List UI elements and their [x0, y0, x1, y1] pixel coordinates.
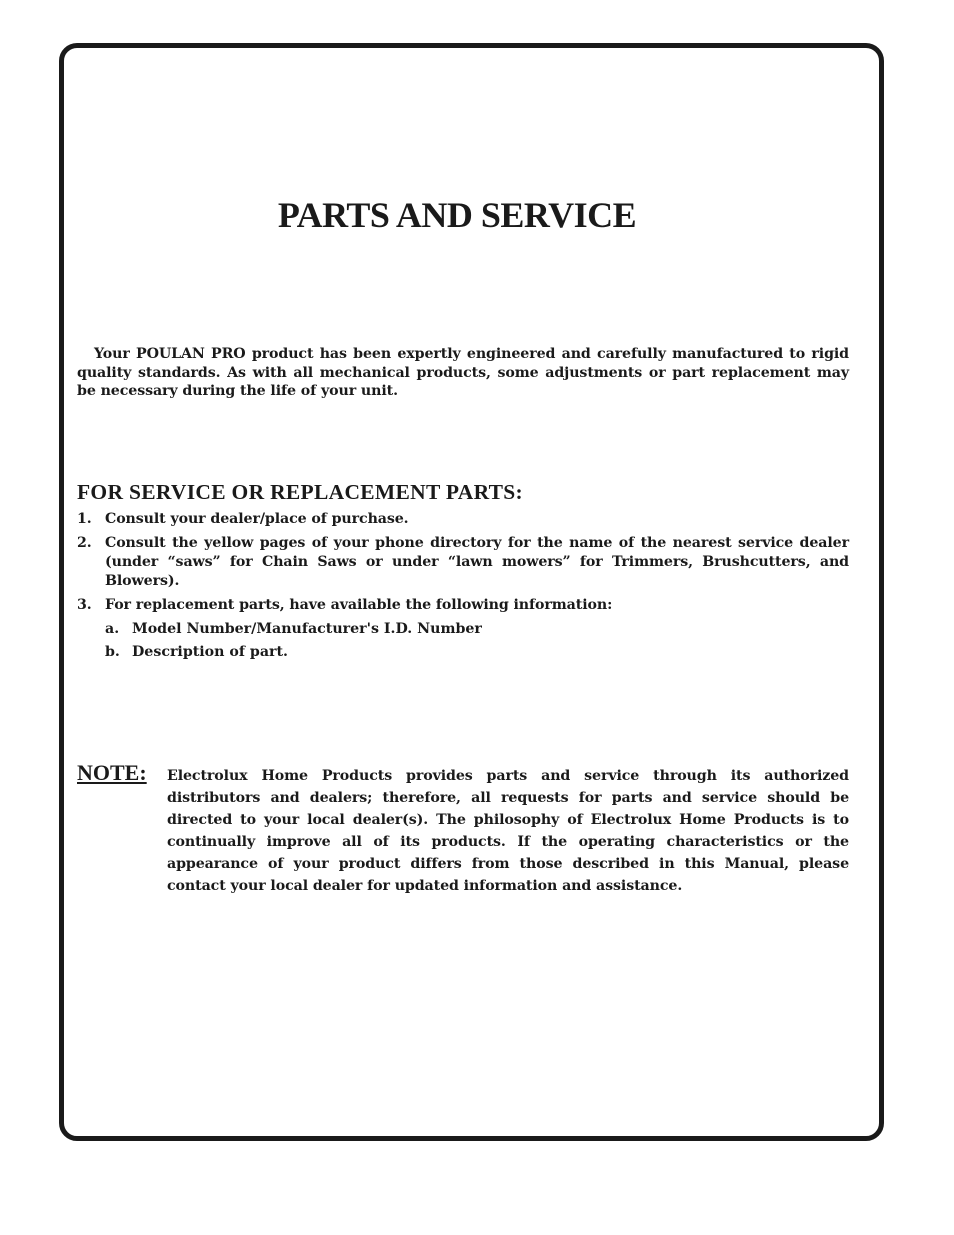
- sub-item-letter: a.: [105, 621, 120, 637]
- sub-item-text: Model Number/Manufacturer's I.D. Number: [132, 621, 482, 637]
- list-item-number: 3.: [77, 597, 92, 613]
- service-steps-list: [77, 510, 849, 666]
- page-title: PARTS AND SERVICE: [277, 195, 637, 235]
- list-item: [77, 596, 849, 615]
- list-item: [77, 534, 849, 591]
- note-label: NOTE:: [77, 760, 147, 785]
- sub-list-item: [77, 643, 849, 662]
- list-item-text: For replacement parts, have available the following information:: [105, 597, 613, 613]
- list-item-number: 1.: [77, 511, 92, 527]
- list-item-number: 2.: [77, 535, 92, 551]
- note-text: Electrolux Home Products provides parts and service through its authorized distributors and dealers; therefore, all requests for parts and service should be directed to your local dealer(s). The philosophy of Electrolux Home Products is to continually improve all of its products. If the operating characteristics or the appearance of your product differs from those described in this Manual, please contact your local dealer for updated information and assistance.: [167, 768, 849, 894]
- list-item: [77, 510, 849, 529]
- intro-paragraph: Your POULAN PRO product has been expertly engineered and carefully manufactured to rigid quality standards. As with all mechanical products, some adjustments or part replacement may be necessary during the life of your unit.: [77, 346, 849, 399]
- service-heading: FOR SERVICE OR REPLACEMENT PARTS:: [77, 480, 523, 504]
- sub-list-item: [77, 620, 849, 639]
- sub-item-text: Description of part.: [132, 644, 288, 660]
- list-item-text: Consult your dealer/place of purchase.: [105, 511, 409, 527]
- list-item-text: Consult the yellow pages of your phone directory for the name of the nearest service dealer (under “saws” for Chain Saws or under “lawn mowers” for Trimmers, Brushcutters, and Blowers).: [105, 535, 849, 589]
- sub-item-letter: b.: [105, 644, 120, 660]
